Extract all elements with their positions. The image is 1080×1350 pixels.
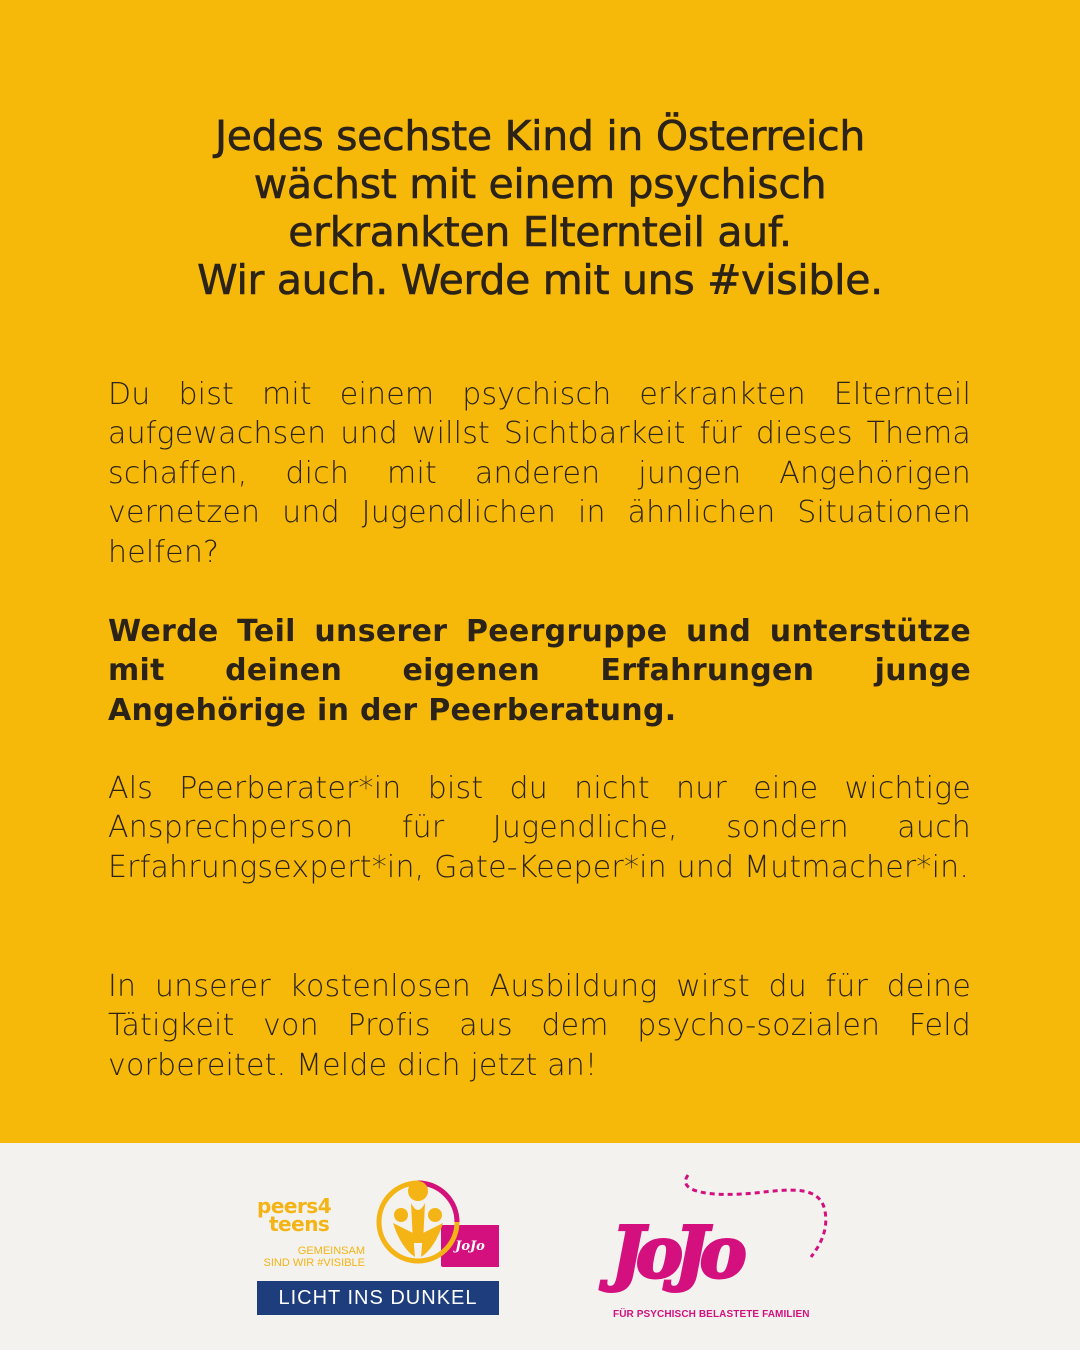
peers4teens-line1: peers4 bbox=[257, 1194, 332, 1218]
peers4teens-slogan-line2: SIND WIR #VISIBLE bbox=[263, 1257, 365, 1269]
headline-line: wächst mit einem psychisch bbox=[253, 160, 827, 208]
licht-ins-dunkel-logo: LICHT INS DUNKEL bbox=[257, 1281, 499, 1315]
headline-line: Wir auch. Werde mit uns #visible. bbox=[197, 256, 883, 304]
jojo-logo bbox=[605, 1171, 830, 1323]
headline bbox=[90, 112, 990, 304]
peers4teens-wordmark bbox=[257, 1194, 332, 1236]
peers4teens-figures-icon bbox=[373, 1173, 463, 1271]
headline-line: erkrankten Elternteil auf. bbox=[288, 208, 792, 256]
role-paragraph: Als Peerberater*in bist du nicht nur eine wichtige Ansprechperson für Jugendliche, sondern auch Erfahrungsexpert*in, Gate-Keeper*in und Mutmacher*in. bbox=[108, 771, 971, 885]
intro-paragraph: Du bist mit einem psychisch erkrankten Elternteil aufgewachsen und willst Sichtbarkeit für dieses Thema schaffen, dich mit anderen jungen Angehörigen vernetzen und Jugendlichen in ähnlichen Situationen helfen? bbox=[108, 377, 971, 570]
peers4teens-logo bbox=[255, 1173, 501, 1319]
peers4teens-line2: teens bbox=[269, 1212, 330, 1236]
headline-line: Jedes sechste Kind in Österreich bbox=[214, 112, 866, 160]
jojo-tagline: FÜR PSYCHISCH BELASTETE FAMILIEN bbox=[613, 1309, 810, 1320]
jojo-badge: JoJo bbox=[441, 1225, 499, 1267]
jojo-wordmark: JoJo bbox=[611, 1211, 739, 1294]
peers4teens-slogan-line1: GEMEINSAM bbox=[297, 1245, 365, 1257]
training-paragraph: In unserer kostenlosen Ausbildung wirst du für deine Tätigkeit von Profis aus dem psycho-sozialen Feld vorbereitet. Melde dich jetzt an! bbox=[108, 969, 971, 1083]
call-to-action-paragraph: Werde Teil unserer Peergruppe und unterstütze mit deinen eigenen Erfahrungen junge Angehörige in der Peerberatung. bbox=[108, 614, 971, 728]
peers4teens-slogan bbox=[255, 1245, 365, 1269]
footer-logos bbox=[0, 1143, 1080, 1350]
